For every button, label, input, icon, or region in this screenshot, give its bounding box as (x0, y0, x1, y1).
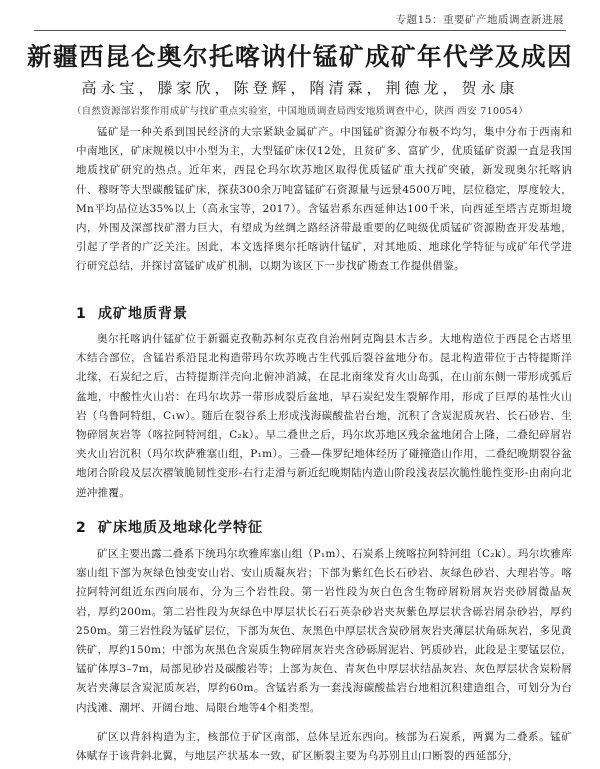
section-paragraph: 矿区主要出露二叠系下统玛尔坎雅库塞山组（P₁m）、石炭系上统喀拉阿特河组（C₂k）。玛尔坎雅库塞山组下部为灰绿色蚀变安山岩、安山质凝灰岩；下部为紫红色长石砂岩、灰绿色砂岩、大理岩等。喀拉阿特河组近东西向展布，分为三个岩性段。第一岩性段为灰白色含生物碎屑粉屑灰岩夹砂屑微晶灰岩，厚约200m。第二岩性段为灰绿色中厚层状长石石英杂砂岩夹灰紫色厚层状含砾岩屑杂砂岩，厚约250m。第三岩性段为锰矿层位，下部为灰色、灰黑色中厚层状含炭砂屑灰岩夹薄层状角砾灰岩，多见黄铁矿，厚约150m；中部为灰黑色含炭质生物碎屑灰岩夹含砂砾屑泥岩、钙质砂岩，此段是主要锰层位，锰矿体厚3–7m，局部见砂岩及碳酸岩等；上部为灰色、青灰色中厚层状结晶灰岩、灰色厚层状含炭粉屑灰岩夹薄层含炭泥质灰岩，厚约60m。含锰岩系为一套浅海碳酸盐岩台地相沉积建造组合，可划分为台内浅滩、潮坪、开阔台地、局限台地等4个相类型。 (76, 548, 572, 714)
section-title: 成矿地质背景 (98, 306, 188, 322)
affiliation: （自然资源部岩浆作用成矿与找矿重点实验室，中国地质调查局西安地质调查中心，陕西 西安 710054） (71, 106, 529, 117)
intro-paragraph: 锰矿是一种关系到国民经济的大宗紧缺金属矿产。中国锰矿资源分布极不均匀，集中分布于西南和中南地区，矿床规模以中小型为主，大型锰矿床仅12处，且贫矿多、富矿少，优质锰矿资源一直是我国地质找矿研究的热点。近年来，西昆仑玛尔坎苏地区取得优质锰矿重大找矿突破，新发现奥尔托喀讷什、穆呀等大型碳酸锰矿床，探获300余万吨富锰矿石资源量与远景4500万吨，层位稳定，厚度较大，Mn平均品位达35%以上（高永宝等，2017）。含锰岩系东西延伸达100千米，向西延至塔吉克斯坦境内，外围及深部找矿潜力巨大，有望成为丝绸之路经济带最重要的亿吨级优质锰矿资源勘查开发基地，引起了学者的广泛关注。因此，本文选择奥尔托喀讷什锰矿，对其地质、地球化学特征与成矿年代学进行研究总结，并探讨富锰矿成矿机制，以期为该区下一步找矿勘查工作提供借鉴。 (76, 126, 572, 273)
tail-paragraph: 矿区以背斜构造为主，核部位于矿区南部，总体呈近东西向。核部为石炭系，两翼为二叠系。锰矿体赋存于该背斜北翼，与地层产状基本一致，矿区断裂主要为乌苏别且山口断裂的西延部分， (76, 731, 572, 763)
section-title: 矿床地质及地球化学特征 (98, 520, 263, 536)
section-number: 2 (76, 520, 87, 536)
tail-block (76, 728, 572, 766)
intro-block (76, 123, 572, 277)
header-rule (34, 30, 566, 31)
section-number: 1 (76, 306, 87, 322)
running-head: 专题15：重要矿产地质调查新进展 (395, 14, 564, 26)
section-paragraph: 奥尔托喀讷什锰矿位于新疆克孜勒苏柯尔克孜自治州阿克陶县木吉乡。大地构造位于西昆仑古塔里木结合部位，含锰岩系沿昆北构造带玛尔坎苏晚古生代弧后裂谷盆地分布。昆北构造带位于古特提斯洋北缘，石炭纪之后，古特提斯洋壳向北俯冲消减，在昆北南缘发育火山岛弧，在山前东侧一带形成弧后盆地，中酸性火山岩：在玛尔坎苏一带形成裂后盆地，早石炭纪发生裂解作用，形成了巨厚的基性火山岩（乌鲁阿特组，C₁w）。随后在裂谷系上形成浅海碳酸盐岩台地，沉积了含炭泥质灰岩、长石砂岩、生物碎屑灰岩等（喀拉阿特河组，C₂k）。早二叠世之后，玛尔坎苏地区残余盆地闭合上隆，二叠纪碎屑岩夹火山岩沉积（玛尔坎萨雅塞山组，P₁m）。三叠—侏罗纪地体经历了碰撞造山作用，二叠纪晚期裂谷盆地闭合阶段及层次褶皱脆韧性变形-右行走滑与新近纪晚期陆内造山阶段浅表层次脆性脆性变形-由南向北逆冲推覆。 (76, 333, 572, 499)
author-list: 高永宝，滕家欣，陈登辉，隋清霖，荆德龙，贺永康 (81, 79, 519, 97)
section-heading-1 (76, 303, 188, 323)
section-1-block (76, 330, 572, 503)
paper-title: 新疆西昆仑奥尔托喀讷什锰矿成矿年代学及成因 (27, 42, 573, 71)
section-2-block (76, 545, 572, 718)
section-heading-2 (76, 517, 263, 537)
